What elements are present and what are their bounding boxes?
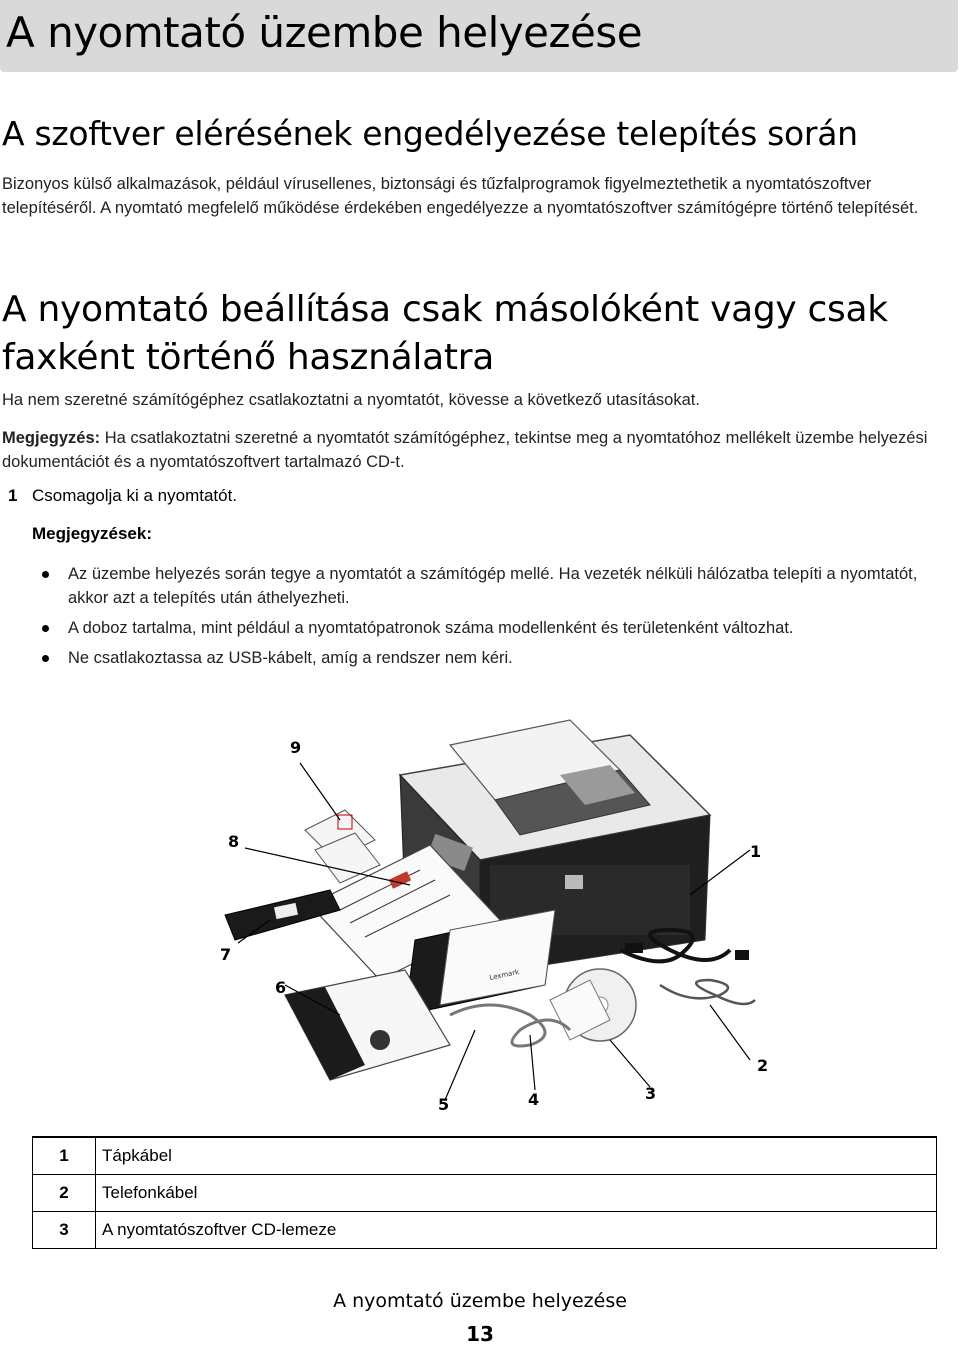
section1-heading: A szoftver elérésének engedélyezése telepítés során xyxy=(2,114,858,153)
callout-1: 1 xyxy=(750,842,762,861)
control-panel-overlay-image xyxy=(225,890,340,940)
step-1 xyxy=(8,486,237,506)
brand-label: Lexmark xyxy=(488,967,520,982)
callout-5: 5 xyxy=(438,1095,450,1114)
table-row xyxy=(33,1175,937,1212)
footer-title: A nyomtató üzembe helyezése xyxy=(333,1290,627,1312)
list-item: Ne csatlakoztassa az USB-kábelt, amíg a rendszer nem kéri. xyxy=(40,646,945,670)
list-item: Az üzembe helyezés során tegye a nyomtatót a számítógép mellé. Ha vezeték nélküli hálózatba telepíti a nyomtatót, akkor azt a telepítés után áthelyezheti. xyxy=(40,562,945,610)
part-label: Tápkábel xyxy=(96,1137,937,1175)
note-label: Megjegyzés: xyxy=(2,429,101,447)
table-row xyxy=(33,1137,937,1175)
part-label: A nyomtatószoftver CD-lemeze xyxy=(96,1212,937,1249)
notes-list xyxy=(40,562,945,676)
parts-table xyxy=(32,1136,937,1249)
note-text: Ha csatlakoztatni szeretné a nyomtatót számítógéphez, tekintse meg a nyomtatóhoz mellékelt üzembe helyezési dokumentációt és a nyomtatószoftvert tartalmazó CD-t. xyxy=(2,429,928,471)
page-title: A nyomtató üzembe helyezése xyxy=(6,8,643,57)
box-contents-illustration xyxy=(190,715,810,1115)
cartridges-image xyxy=(305,810,380,883)
table-row xyxy=(33,1212,937,1249)
callout-6: 6 xyxy=(275,978,287,997)
callout-4: 4 xyxy=(528,1090,540,1109)
callout-8: 8 xyxy=(228,832,240,851)
phone-cable-image xyxy=(660,980,755,1004)
section2-heading: A nyomtató beállítása csak másolóként vagy csak faxként történő használatra xyxy=(2,289,888,378)
callout-7: 7 xyxy=(220,945,232,964)
part-label: Telefonkábel xyxy=(96,1175,937,1212)
list-item: A doboz tartalma, mint például a nyomtatópatronok száma modellenként és területenként változhat. xyxy=(40,616,945,640)
section1-text: Bizonyos külső alkalmazások, például vírusellenes, biztonsági és tűzfalprogramok figyelmeztethetik a nyomtatószoftver telepítéséről. A nyomtató megfelelő működése érdekében engedélyezze a nyomtatószoftver számítógépre történő telepítését. xyxy=(2,175,919,217)
notes-heading: Megjegyzések: xyxy=(32,524,152,543)
page-number: 13 xyxy=(466,1322,494,1346)
callout-2: 2 xyxy=(757,1056,769,1075)
part-number: 2 xyxy=(33,1175,96,1212)
callout-3: 3 xyxy=(645,1084,657,1103)
part-number: 1 xyxy=(33,1137,96,1175)
header-banner xyxy=(0,0,958,72)
step-text: Csomagolja ki a nyomtatót. xyxy=(32,486,238,505)
cd-image xyxy=(550,969,636,1041)
callout-9: 9 xyxy=(290,738,302,757)
usb-cable-image xyxy=(450,1005,570,1046)
step-number: 1 xyxy=(8,486,18,505)
part-number: 3 xyxy=(33,1212,96,1249)
section2-intro: Ha nem szeretné számítógéphez csatlakoztatni a nyomtatót, kövesse a következő utasításokat. xyxy=(2,391,700,409)
note xyxy=(2,426,952,474)
